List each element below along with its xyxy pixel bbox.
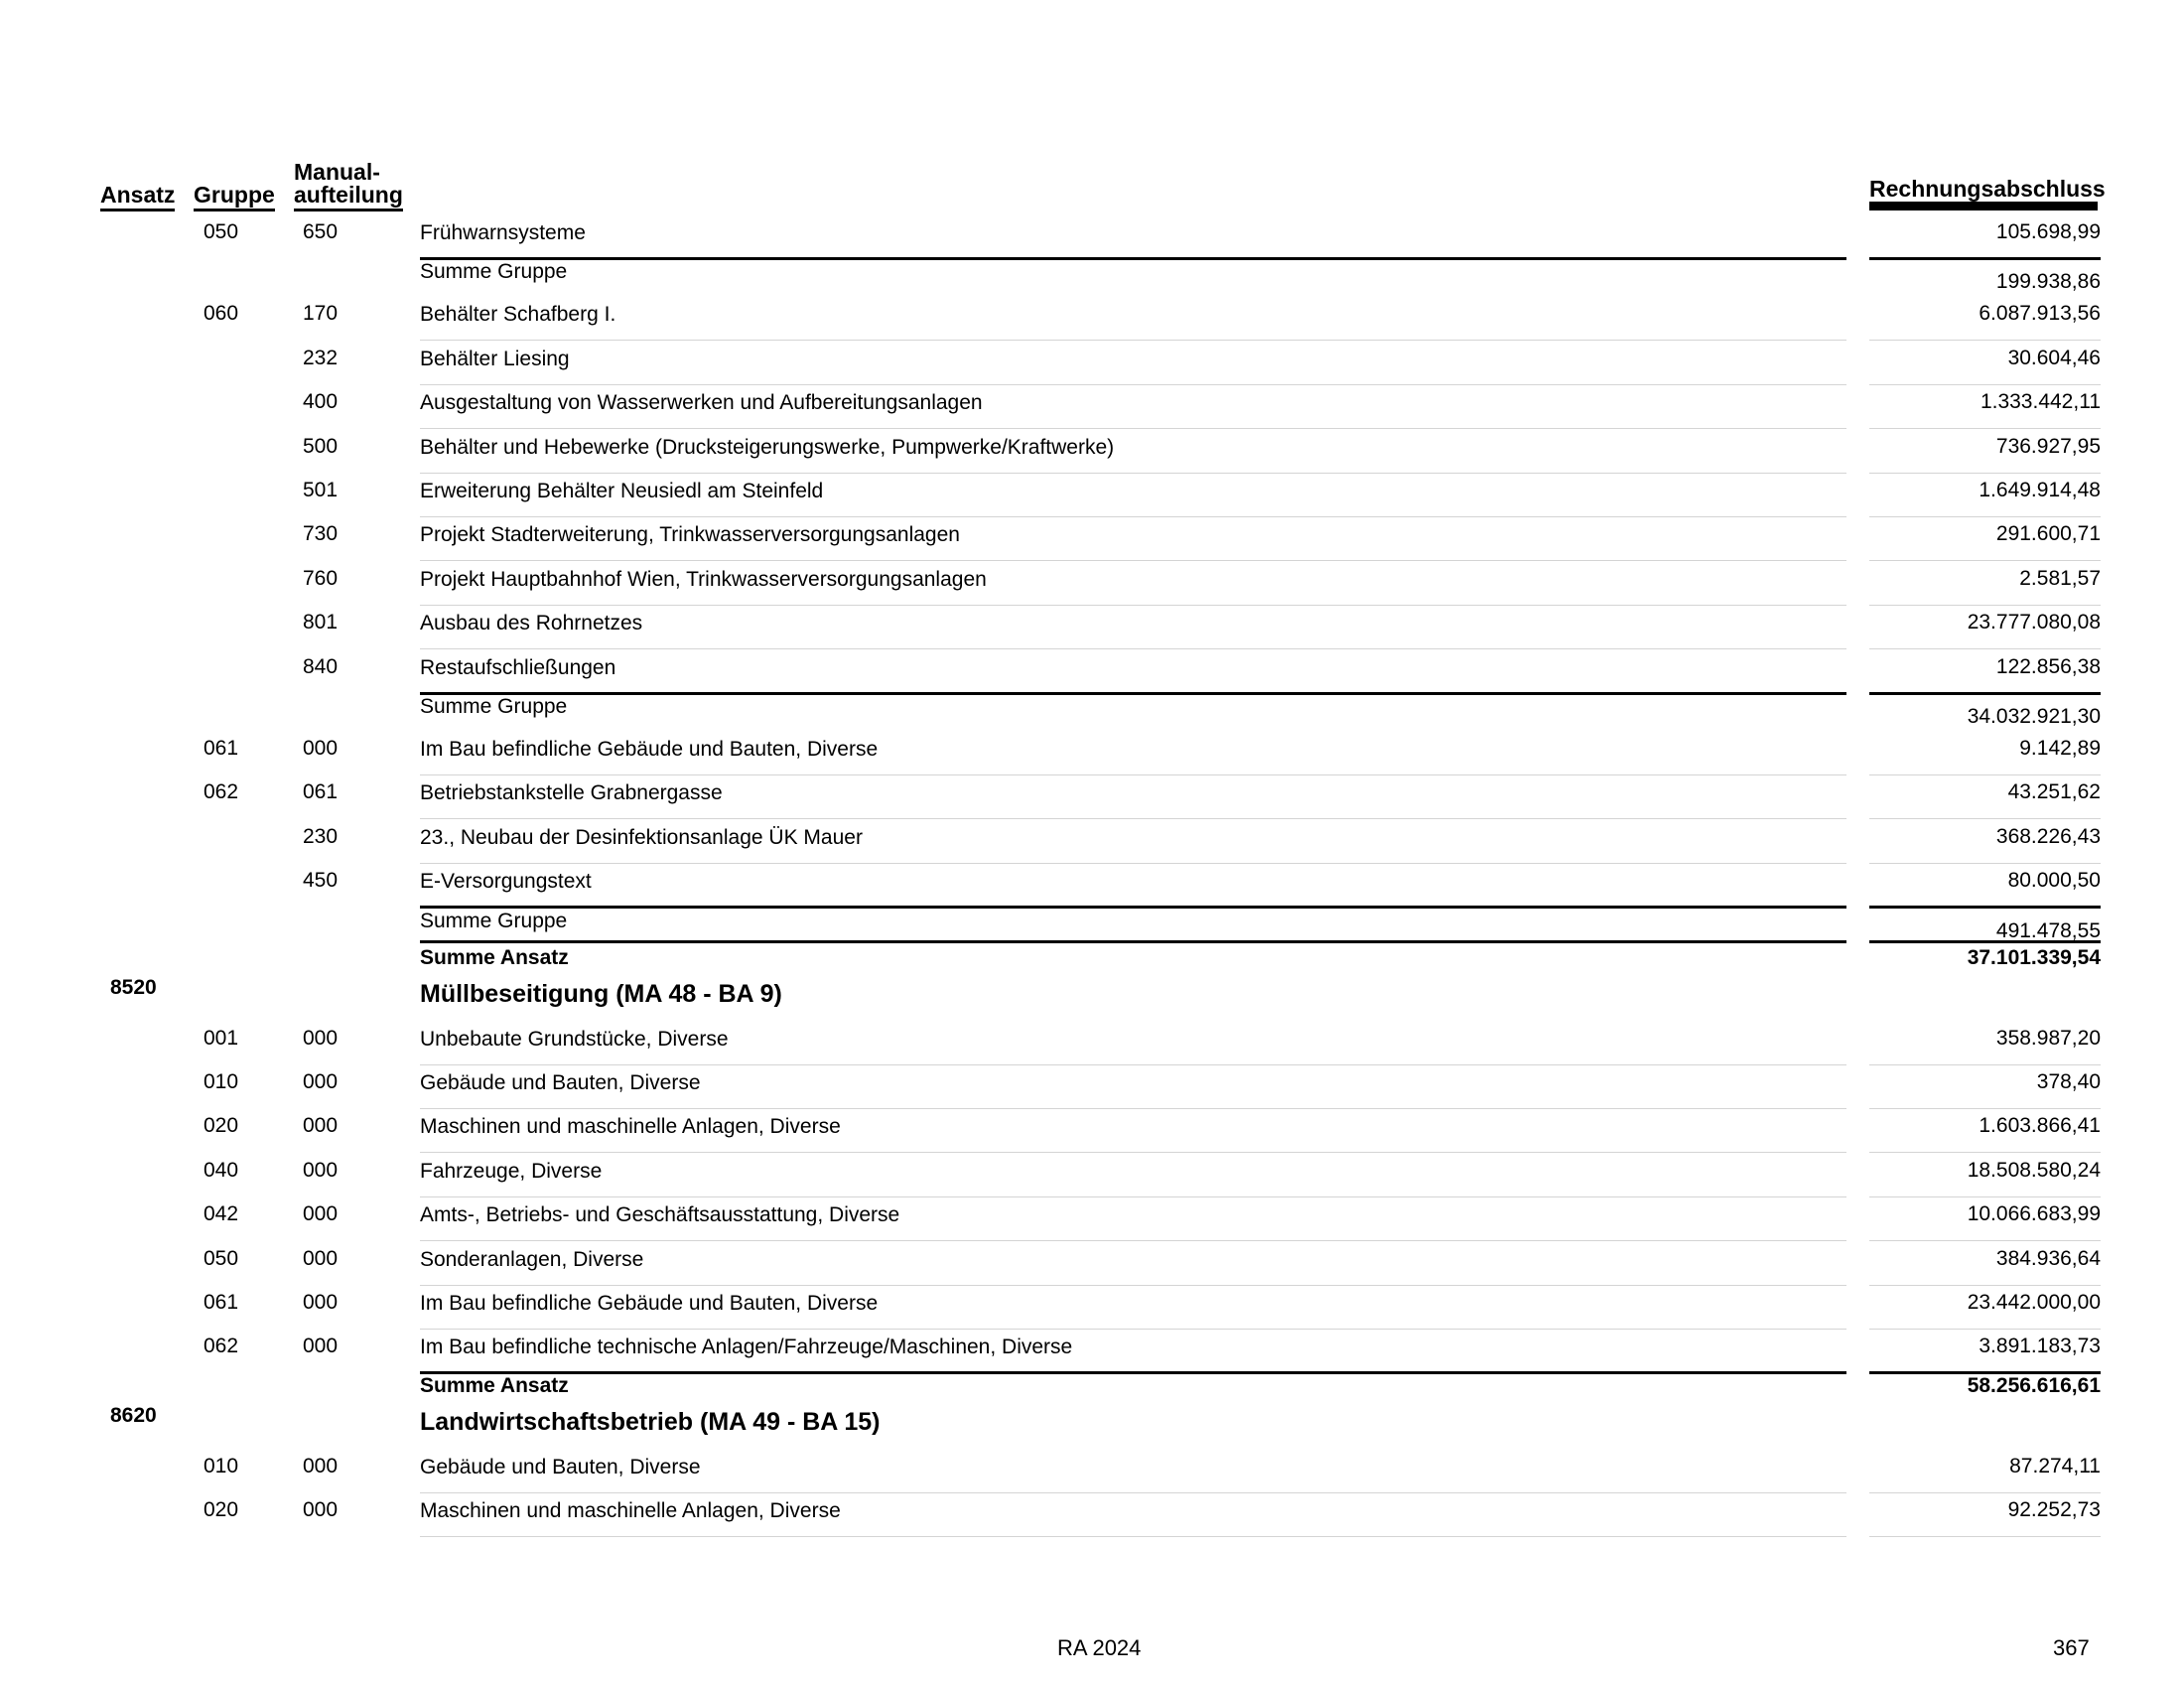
manual-code: 000	[303, 1158, 339, 1182]
manual-code: 000	[303, 737, 339, 760]
row-divider	[420, 384, 1846, 385]
item-description: Frühwarnsysteme	[420, 221, 586, 244]
manual-code: 000	[303, 1026, 339, 1050]
amount-value: 23.442.000,00	[1967, 1291, 2101, 1314]
item-description: Maschinen und maschinelle Anlagen, Diverse	[420, 1499, 841, 1523]
item-description: Im Bau befindliche Gebäude und Bauten, Diverse	[420, 1292, 879, 1315]
amount-value: 6.087.913,56	[1979, 302, 2101, 326]
gruppe-code: 040	[204, 1158, 239, 1182]
section-title: Müllbeseitigung (MA 48 - BA 9)	[420, 979, 782, 1008]
gruppe-code: 020	[204, 1114, 239, 1138]
item-description: Behälter Schafberg I.	[420, 303, 616, 327]
gruppe-code: 062	[204, 780, 239, 804]
amount-divider	[1869, 1196, 2101, 1197]
manual-code: 000	[303, 1498, 339, 1522]
item-description: Behälter und Hebewerke (Drucksteigerungswerke, Pumpwerke/Kraftwerke)	[420, 435, 1115, 459]
amount-value: 1.603.866,41	[1979, 1114, 2101, 1138]
sum-rule	[420, 257, 1846, 260]
manual-code: 450	[303, 869, 339, 893]
amount-divider	[1869, 384, 2101, 385]
gruppe-code: 010	[204, 1454, 239, 1477]
sum-rule	[420, 1371, 1846, 1374]
amount-value: 736.927,95	[1995, 434, 2101, 458]
amount-divider	[1869, 818, 2101, 819]
row-divider	[420, 1240, 1846, 1241]
sum-rule	[420, 906, 1846, 909]
gruppe-code: 061	[204, 1291, 239, 1314]
item-description: Restaufschließungen	[420, 655, 616, 679]
amount-value: 80.000,50	[2007, 869, 2101, 893]
item-description: Ausbau des Rohrnetzes	[420, 612, 643, 635]
row-divider	[420, 774, 1846, 775]
amount-value: 10.066.683,99	[1967, 1202, 2101, 1226]
manual-code: 000	[303, 1202, 339, 1226]
item-description: Amts-, Betriebs- und Geschäftsausstattung, Diverse	[420, 1203, 900, 1227]
amount-divider	[1869, 605, 2101, 606]
item-description: Im Bau befindliche Gebäude und Bauten, Diverse	[420, 738, 879, 761]
summe-ansatz-amount: 37.101.339,54	[1967, 945, 2101, 969]
amount-value: 105.698,99	[1995, 220, 2101, 243]
gruppe-code: 050	[204, 220, 239, 243]
row-divider	[420, 1108, 1846, 1109]
amount-divider	[1869, 1329, 2101, 1330]
item-description: E-Versorgungstext	[420, 870, 592, 894]
item-description: Betriebstankstelle Grabnergasse	[420, 781, 723, 805]
row-divider	[420, 1064, 1846, 1065]
summe-ansatz-label: Summe Ansatz	[420, 945, 569, 969]
sum-amount-rule	[1869, 906, 2101, 909]
row-divider	[420, 1329, 1846, 1330]
row-divider	[420, 516, 1846, 517]
page-number: 367	[2053, 1635, 2090, 1660]
amount-value: 43.251,62	[2007, 780, 2101, 804]
item-description: Erweiterung Behälter Neusiedl am Steinfeld	[420, 480, 824, 502]
amount-divider	[1869, 648, 2101, 649]
header-rechnungsabschluss: Rechnungsabschluss	[1869, 178, 2098, 211]
ansatz-code: 8520	[110, 975, 157, 999]
amount-divider	[1869, 1240, 2101, 1241]
amount-divider	[1869, 1492, 2101, 1493]
amount-divider	[1869, 1064, 2101, 1065]
manual-code: 232	[303, 346, 339, 369]
manual-code: 400	[303, 390, 339, 414]
item-description: Projekt Hauptbahnhof Wien, Trinkwasserversorgungsanlagen	[420, 567, 987, 591]
manual-code: 000	[303, 1454, 339, 1477]
header-manual-line1: Manual-	[294, 159, 380, 185]
amount-value: 368.226,43	[1995, 824, 2101, 848]
gruppe-code: 010	[204, 1070, 239, 1093]
amount-divider	[1869, 1108, 2101, 1109]
gruppe-code: 060	[204, 302, 239, 326]
item-description: Behälter Liesing	[420, 347, 570, 370]
footer-title: RA 2024	[1057, 1635, 1142, 1660]
row-divider	[420, 1536, 1846, 1537]
amount-divider	[1869, 560, 2101, 561]
section-title: Landwirtschaftsbetrieb (MA 49 - BA 15)	[420, 1407, 881, 1436]
manual-code: 000	[303, 1291, 339, 1314]
amount-value: 92.252,73	[2007, 1498, 2101, 1522]
amount-value: 87.274,11	[2009, 1454, 2101, 1477]
manual-code: 801	[303, 611, 339, 634]
summe-gruppe-amount: 199.938,86	[1995, 270, 2101, 294]
gruppe-code: 020	[204, 1498, 239, 1522]
amount-value: 1.333.442,11	[1979, 390, 2101, 414]
amount-divider	[1869, 774, 2101, 775]
item-description: Sonderanlagen, Diverse	[420, 1247, 644, 1271]
item-description: Fahrzeuge, Diverse	[420, 1159, 603, 1183]
item-description: Projekt Stadterweiterung, Trinkwasserversorgungsanlagen	[420, 523, 960, 547]
amount-value: 30.604,46	[2007, 346, 2101, 369]
item-description: Unbebaute Grundstücke, Diverse	[420, 1027, 729, 1051]
amount-value: 2.581,57	[2019, 566, 2101, 590]
row-divider	[420, 560, 1846, 561]
summe-gruppe-label: Summe Gruppe	[420, 695, 568, 718]
amount-divider	[1869, 516, 2101, 517]
gruppe-code: 050	[204, 1246, 239, 1270]
header-gruppe: Gruppe	[194, 184, 275, 211]
sum-amount-rule	[1869, 692, 2101, 695]
manual-code: 170	[303, 302, 339, 326]
manual-code: 840	[303, 654, 339, 678]
summe-gruppe-amount: 491.478,55	[1995, 918, 2101, 942]
header-ansatz: Ansatz	[100, 184, 175, 211]
item-description: Maschinen und maschinelle Anlagen, Diverse	[420, 1115, 841, 1139]
amount-divider	[1869, 863, 2101, 864]
row-divider	[420, 605, 1846, 606]
summe-ansatz-amount: 58.256.616,61	[1967, 1373, 2101, 1397]
item-description: Ausgestaltung von Wasserwerken und Aufbereitungsanlagen	[420, 391, 983, 415]
row-divider	[420, 1196, 1846, 1197]
amount-divider	[1869, 1285, 2101, 1286]
amount-divider	[1869, 1152, 2101, 1153]
manual-code: 500	[303, 434, 339, 458]
manual-code: 730	[303, 522, 339, 546]
summe-gruppe-label: Summe Gruppe	[420, 260, 568, 284]
amount-divider	[1869, 428, 2101, 429]
manual-code: 760	[303, 566, 339, 590]
amount-value: 358.987,20	[1995, 1026, 2101, 1050]
amount-divider	[1869, 473, 2101, 474]
gruppe-code: 061	[204, 737, 239, 760]
gruppe-code: 062	[204, 1335, 239, 1358]
row-divider	[420, 1152, 1846, 1153]
gruppe-code: 042	[204, 1202, 239, 1226]
item-description: Gebäude und Bauten, Diverse	[420, 1071, 701, 1094]
manual-code: 000	[303, 1335, 339, 1358]
manual-code: 000	[303, 1114, 339, 1138]
amount-value: 23.777.080,08	[1967, 611, 2101, 634]
sum-rule	[420, 692, 1846, 695]
row-divider	[420, 863, 1846, 864]
amount-value: 291.600,71	[1995, 522, 2101, 546]
amount-divider	[1869, 1536, 2101, 1537]
row-divider	[420, 473, 1846, 474]
item-description: Im Bau befindliche technische Anlagen/Fahrzeuge/Maschinen, Diverse	[420, 1336, 1073, 1359]
ansatz-code: 8620	[110, 1403, 157, 1427]
manual-code: 230	[303, 824, 339, 848]
manual-code: 061	[303, 780, 339, 804]
header-manual-line2: aufteilung	[294, 184, 403, 211]
manual-code: 000	[303, 1070, 339, 1093]
summe-ansatz-label: Summe Ansatz	[420, 1373, 569, 1397]
summe-gruppe-label: Summe Gruppe	[420, 909, 568, 932]
gruppe-code: 001	[204, 1026, 239, 1050]
amount-value: 122.856,38	[1995, 654, 2101, 678]
sum-amount-rule	[1869, 940, 2101, 943]
sum-amount-rule	[1869, 257, 2101, 260]
summe-gruppe-amount: 34.032.921,30	[1967, 705, 2101, 728]
amount-value: 18.508.580,24	[1967, 1158, 2101, 1182]
amount-value: 378,40	[2036, 1070, 2101, 1093]
amount-value: 384.936,64	[1995, 1246, 2101, 1270]
item-description: 23., Neubau der Desinfektionsanlage ÜK Mauer	[420, 825, 863, 849]
amount-value: 9.142,89	[2019, 737, 2101, 760]
amount-divider	[1869, 340, 2101, 341]
row-divider	[420, 428, 1846, 429]
row-divider	[420, 818, 1846, 819]
manual-code: 501	[303, 479, 339, 501]
amount-value: 3.891.183,73	[1979, 1335, 2101, 1358]
sum-rule	[420, 940, 1846, 943]
row-divider	[420, 648, 1846, 649]
amount-value: 1.649.914,48	[1979, 479, 2101, 501]
item-description: Gebäude und Bauten, Diverse	[420, 1455, 701, 1478]
manual-code: 000	[303, 1246, 339, 1270]
row-divider	[420, 1492, 1846, 1493]
row-divider	[420, 340, 1846, 341]
manual-code: 650	[303, 220, 339, 243]
row-divider	[420, 1285, 1846, 1286]
